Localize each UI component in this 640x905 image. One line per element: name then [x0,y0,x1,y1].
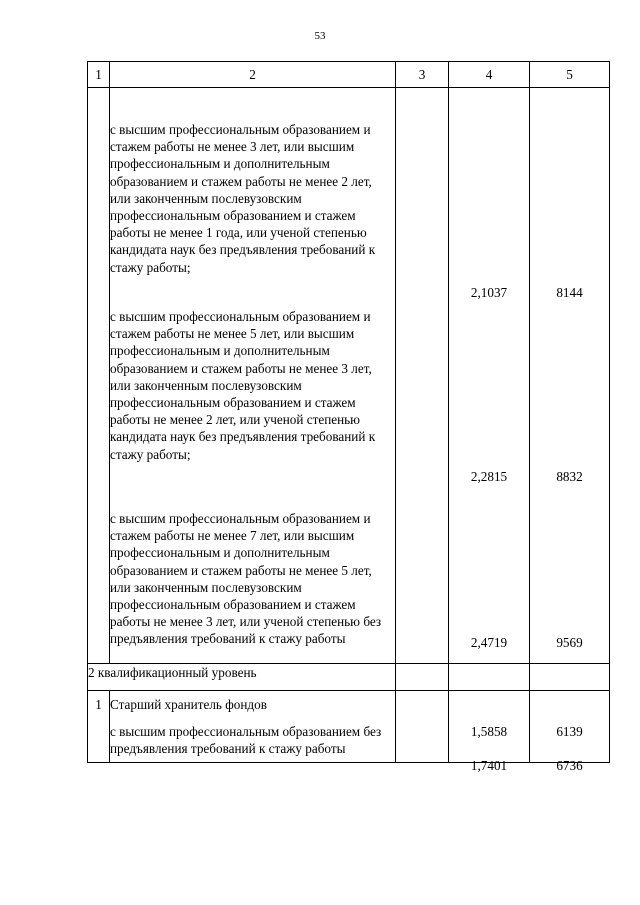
salary-value: 9569 [556,635,583,650]
coefficient-value: 1,7401 [470,758,508,773]
table-header-row [88,62,610,88]
coefficient-value: 2,2815 [470,469,508,484]
requirement-text: с высшим профессиональным образованием и стажем работы не менее 7 лет, или высшим профессиональным и дополнительным образованием и стажем работы не менее 5 лет, или законченным послевузовским профессиональным образованием и стажем работы не менее 3 лет, или ученой степенью без предъявления требований к стажу работы [110,511,382,647]
empty-cell [449,664,530,691]
empty-cell [530,664,610,691]
empty-cell [396,664,449,691]
salary-value: 6736 [556,758,583,773]
table-row [88,88,610,664]
number-cell: 1 [88,691,110,763]
position-title: Старший хранитель фондов [110,697,267,712]
page-number: 53 [314,30,326,42]
qualification-level-label: 2 квалификационный уровень [88,664,396,691]
salary-value: 8144 [556,285,583,300]
salary-table [87,61,610,773]
header-cell: 5 [530,62,610,88]
empty-cell [396,88,449,664]
description-cell [110,88,396,664]
salary-cell [530,691,610,773]
description-cell [110,691,396,763]
coefficient-value: 1,5858 [470,724,508,739]
coefficient-cell [449,691,530,773]
coefficient-value: 2,4719 [470,635,508,650]
coefficient-value: 2,1037 [470,285,508,300]
header-cell: 2 [110,62,396,88]
salary-value: 8832 [556,469,583,484]
salary-value: 6139 [556,724,583,739]
requirement-text: с высшим профессиональным образованием и стажем работы не менее 3 лет, или высшим профессиональным и дополнительным образованием и стажем работы не менее 2 лет, или законченным послевузовским профессиональным образованием и стажем работы не менее 1 года, или ученой степенью кандидата наук без предъявления требований к стажу работы; [110,122,376,275]
header-cell: 3 [396,62,449,88]
number-cell [88,88,110,664]
coefficient-cell [449,88,530,664]
header-cell: 1 [88,62,110,88]
table-row [88,691,610,763]
requirement-text: с высшим профессиональным образованием без предъявления требований к стажу работы [110,724,382,757]
qualification-level-row [88,664,610,691]
header-cell: 4 [449,62,530,88]
empty-cell [396,691,449,763]
requirement-text: с высшим профессиональным образованием и стажем работы не менее 5 лет, или высшим профессиональным и дополнительным образованием и стажем работы не менее 3 лет, или законченным послевузовским профессиональным образованием и стажем работы не менее 2 лет, или ученой степенью кандидата наук без предъявления требований к стажу работы; [110,309,376,462]
salary-cell [530,88,610,664]
